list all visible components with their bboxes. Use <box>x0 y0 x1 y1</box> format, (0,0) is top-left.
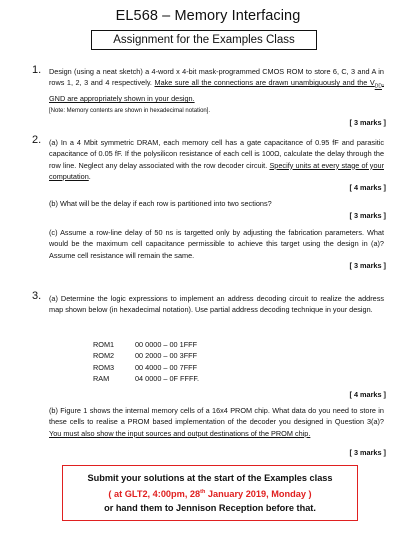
q3b-text: (b) Figure 1 shows the internal memory cells of a 16x4 PROM chip. What data do you need to store in these cells to realise a PROM based implementation of the decoder you designed in Question 3(a)? <box>49 406 384 427</box>
map-range: 04 0000 – 0F FFFF. <box>135 373 200 383</box>
page-subtitle: Assignment for the Examples Class <box>91 30 317 50</box>
notice-line-2b: January 2019, Monday ) <box>205 489 312 500</box>
page-title: EL568 – Memory Interfacing <box>115 8 301 24</box>
q3a-marks: [ 4 marks ] <box>349 390 386 399</box>
q1-marks: [ 3 marks ] <box>349 118 386 127</box>
question-2-number: 2. <box>32 134 42 146</box>
q1-text-a: Design (using a neat sketch) a 4-word x 4-bit mask-programmed CMOS ROM to store 6, C, 3 and A in rows 1, 2, 3 and 4 respectively. <box>49 67 384 88</box>
notice-line-2 <box>63 485 357 501</box>
question-1-number: 1. <box>32 64 42 76</box>
q2a-end: . <box>88 171 91 181</box>
q2a-text: (a) In a 4 Mbit symmetric DRAM, each memory cell has a gate capacitance of 0.95 fF and parasitic capacitance of 0.05 fF. If the polysilicon resistance of each cell is 100Ω, calculate the delay through the row line. Neglect any delay associated with the row decoder circuit. <box>49 138 384 170</box>
notice-line-2-sup: th <box>200 489 206 495</box>
question-3b-text <box>49 405 384 439</box>
map-range: 00 2000 – 00 3FFF <box>135 351 198 361</box>
address-map-row <box>93 339 199 350</box>
q1-text-c: , GND are appropriately shown in your design. <box>49 78 384 104</box>
address-map-row <box>93 350 199 361</box>
question-2a-text <box>49 137 384 182</box>
q3b-underlined: You must also show the input sources and output destinations of the PROM chip. <box>49 428 311 438</box>
q3b-marks: [ 3 marks ] <box>349 448 386 457</box>
q2c-marks: [ 3 marks ] <box>349 261 386 270</box>
question-3-number: 3. <box>32 290 42 302</box>
address-map <box>93 339 199 384</box>
question-3a-text: (a) Determine the logic expressions to implement an address decoding circuit to realize the address map shown below (in hexadecimal notation). Use partial address decoding technique in your design. <box>49 294 384 315</box>
q1-note: [Note: Memory contents are shown in hexadecimal notation]. <box>49 108 211 115</box>
question-1-text <box>49 66 384 118</box>
question-2c-text: (c) Assume a row-line delay of 50 ns is targetted only by adjusting the fabrication parameters. What would be the maximum cell capacitance permissible to achieve this target using the design in (a)? Assume cell resistance will remain the same. <box>49 228 384 260</box>
map-range: 00 0000 – 00 1FFF <box>135 340 198 349</box>
q2a-underlined: Specify units at every stage of your computation <box>49 160 384 181</box>
map-device: ROM1 <box>93 340 115 349</box>
question-2b-text: (b) What will be the delay if each row is partitioned into two sections? <box>49 199 272 208</box>
map-device: RAM <box>93 373 110 383</box>
submission-notice <box>62 465 358 521</box>
q1-text-b: Make sure all the connections are drawn unambiguously and the V <box>154 78 375 88</box>
q1-vdd-sub: DD <box>374 83 382 90</box>
notice-line-2a: ( at GLT2, 4:00pm, 28 <box>108 489 201 500</box>
notice-line-3: or hand them to Jennison Reception before that. <box>104 503 316 514</box>
q2b-marks: [ 3 marks ] <box>349 211 386 220</box>
address-map-row <box>93 362 199 373</box>
map-device: ROM3 <box>93 362 115 372</box>
address-map-row <box>93 373 199 384</box>
q2a-marks: [ 4 marks ] <box>349 183 386 192</box>
map-range: 00 4000 – 00 7FFF <box>135 362 198 372</box>
map-device: ROM2 <box>93 351 115 361</box>
notice-line-1: Submit your solutions at the start of the Examples class <box>87 473 333 483</box>
